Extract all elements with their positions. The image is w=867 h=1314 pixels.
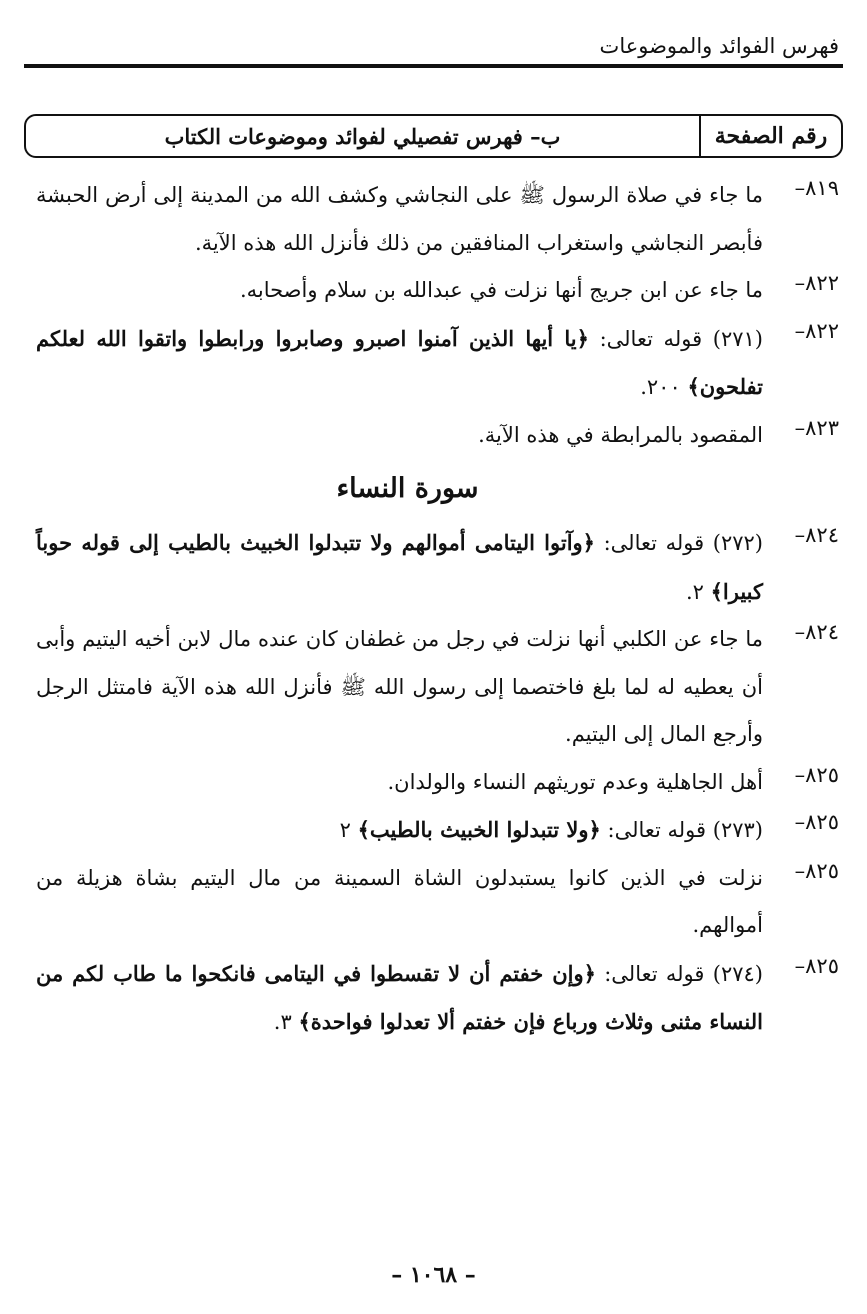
running-head: فهرس الفوائد والموضوعات	[599, 34, 839, 58]
page-column-header: رقم الصفحة	[699, 116, 841, 156]
entry-text	[36, 172, 763, 267]
entry-page-number: ٨٢٥–	[794, 762, 839, 787]
entry-text-part: (٢٧٣) قوله تعالى:	[600, 818, 763, 842]
header-rule	[24, 64, 843, 68]
entry-text	[36, 950, 763, 1047]
entry-page-number: ٨١٩–	[794, 176, 839, 200]
quran-verse-text: ﴿وإن خفتم أن لا تقسطوا في اليتامى فانكحوا ما طاب لكم من النساء مثنى وثلاث ورباع فإن خفتم ألا تعدلوا فواحدة﴾	[36, 960, 763, 1034]
entry-text	[36, 855, 763, 950]
index-entries	[36, 172, 839, 1047]
entry-text	[36, 806, 763, 855]
entry-text-part: أهل الجاهلية وعدم توريثهم النساء والولدان.	[387, 769, 763, 794]
quran-verse-text: ﴿ولا تتبدلوا الخبيث بالطيب﴾	[357, 817, 601, 842]
entry-text	[36, 616, 763, 759]
entry-text-part: ما جاء في صلاة الرسول ﷺ على النجاشي وكشف الله من المدينة إلى أرض الحبشة فأبصر النجاشي واستغراب المنافقين من ذلك فأنزل الله هذه الآية.	[36, 183, 763, 255]
entry-text-part: (٢٧٢) قوله تعالى:	[594, 531, 763, 555]
entries-group-2	[36, 519, 839, 1047]
entry-text-part: ٢٠٠.	[640, 375, 688, 399]
entry-text-part: ما جاء عن ابن جريج أنها نزلت في عبدالله بن سلام وأصحابه.	[239, 278, 763, 302]
index-entry	[36, 519, 839, 616]
index-entry	[36, 172, 839, 267]
index-entry	[36, 759, 839, 807]
entry-text-part: ٢.	[685, 579, 711, 604]
entry-text	[36, 519, 763, 616]
quran-verse-text: ﴿يا أيها الذين آمنوا اصبرو وصابروا ورابطوا واتقوا الله لعلكم تفلحون﴾	[36, 325, 763, 399]
entry-text-part: المقصود بالمرابطة في هذه الآية.	[478, 422, 763, 447]
index-entry	[36, 315, 839, 412]
entry-page-number: ٨٢٥–	[794, 810, 839, 834]
entry-text	[36, 759, 763, 807]
entry-page-number: ٨٢٣–	[794, 415, 839, 440]
title-column-header: ب– فهرس تفصيلي لفوائد وموضوعات الكتاب	[164, 123, 561, 149]
entry-text-part: (٢٧٤) قوله تعالى:	[595, 961, 763, 986]
entry-page-number: ٨٢٥–	[794, 953, 839, 978]
entry-text	[36, 267, 763, 315]
entry-page-number: ٨٢٤–	[794, 620, 839, 644]
entry-text-part: نزلت في الذين كانوا يستبدلون الشاة السمينة من مال اليتيم بشاة هزيلة من أموالهم.	[36, 865, 763, 937]
entry-page-number: ٨٢٢–	[794, 271, 839, 295]
index-entry	[36, 950, 839, 1047]
index-entry	[36, 412, 839, 460]
index-entry	[36, 855, 839, 950]
quran-verse-text: ﴿وآتوا اليتامى أموالهم ولا تتبدلوا الخبيث بالطيب إلى قوله حوباً كبيرا﴾	[36, 530, 763, 604]
entry-text-part: ٣.	[273, 1010, 299, 1034]
entry-text	[36, 315, 763, 412]
entry-text-part: ٢	[339, 818, 358, 842]
page-number: – ١٠٦٨ –	[391, 1262, 476, 1288]
surah-heading: سورة النساء	[336, 473, 479, 504]
index-entry	[36, 616, 839, 759]
entry-page-number: ٨٢٤–	[794, 523, 839, 547]
index-table-header	[24, 114, 843, 158]
entry-page-number: ٨٢٥–	[794, 858, 839, 883]
entry-text	[36, 412, 763, 460]
index-entry	[36, 267, 839, 315]
entry-text-part: (٢٧١) قوله تعالى:	[588, 326, 763, 351]
entry-text-part: ما جاء عن الكلبي أنها نزلت في رجل من غطفان كان عنده مال لابن أخيه اليتيم وأبى أن يعطيه له لما بلغ فاختصما إلى رسول الله ﷺ فأنزل الله هذه الآية فامتثل الرجل وأرجع المال إلى اليتيم.	[36, 627, 763, 746]
entries-group-1	[36, 172, 839, 459]
entry-page-number: ٨٢٢–	[794, 318, 839, 343]
index-entry	[36, 806, 839, 855]
